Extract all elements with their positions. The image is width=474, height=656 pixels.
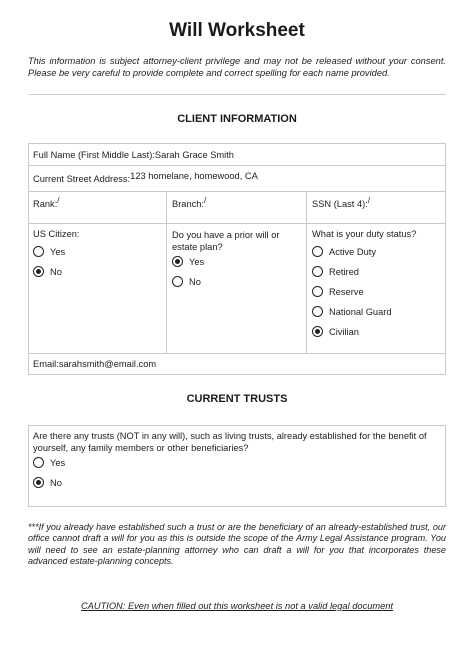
option-label: No [50,266,62,277]
option-label: Reserve [329,286,364,297]
option-label: Yes [189,256,205,267]
full-name-field[interactable] [33,150,234,160]
email-label: Email: [33,359,59,369]
us-citizen-yes-option[interactable] [33,246,65,257]
trusts-question-line1: Are there any trusts (NOT in any will), such as living trusts, already established for the benefit of [33,431,427,441]
option-label: Civilian [329,326,359,337]
duty-retired-option[interactable] [312,266,359,277]
divider [166,191,167,353]
divider [306,191,307,353]
prior-will-label-line1: Do you have a prior will or [172,230,280,240]
duty-status-label: What is your duty status? [312,229,417,239]
full-name-label: Full Name (First Middle Last): [33,150,155,160]
address-field[interactable] [33,171,258,184]
option-label: National Guard [329,306,392,317]
option-label: Active Duty [329,246,377,257]
duty-civilian-option[interactable] [312,326,359,337]
option-label: Yes [50,246,66,257]
radio-button[interactable] [172,276,183,287]
radio-button-selected[interactable] [312,326,323,337]
radio-button-selected[interactable] [33,266,44,277]
trusts-note: ***If you already have established such a trust or are the beneficiary of an already-established trust, our office cannot draft a will for you as this is outside the scope of the Army Legal Assistance program. You will need to see an estate-planning attorney who can draft a will for you that incorporates these advanced estate-planning concepts. [28,522,446,566]
divider [28,353,446,354]
email-field[interactable] [33,359,156,369]
email-value: sarahsmith@email.com [58,359,157,369]
radio-dot [36,480,41,485]
divider [28,165,446,166]
prior-will-label [172,229,279,253]
ssn-field[interactable] [312,196,371,209]
radio-dot [175,259,180,264]
branch-field[interactable] [172,196,207,209]
divider [28,191,446,192]
address-value: 123 homelane, homewood, CA [130,171,258,181]
duty-reserve-option[interactable] [312,286,364,297]
radio-dot [315,329,320,334]
duty-active-option[interactable] [312,246,376,257]
trusts-question-line2: yourself, any family members or other beneficiaries? [33,442,249,453]
current-trusts-heading: CURRENT TRUSTS [186,393,288,405]
radio-dot [36,269,41,274]
trusts-no-option[interactable] [33,477,62,488]
page-title: Will Worksheet [169,20,305,41]
radio-button[interactable] [312,306,323,317]
trusts-yes-option[interactable] [33,457,65,468]
branch-label: Branch: [172,199,205,209]
option-label: No [189,276,201,287]
intro-text: This information is subject attorney-client privilege and may not be released without your consent. Please be very careful to provide complete and correct spelling for each name provided. [28,56,446,78]
radio-button[interactable] [33,457,44,468]
client-information-heading: CLIENT INFORMATION [177,113,297,125]
radio-button-selected[interactable] [33,477,44,488]
rank-value: / [57,196,60,205]
trusts-question [33,431,443,454]
prior-will-no-option[interactable] [172,276,201,287]
address-label: Current Street Address: [33,174,131,184]
radio-button[interactable] [312,286,323,297]
radio-button[interactable] [312,266,323,277]
branch-value: / [204,196,207,205]
rank-label: Rank: [33,199,58,209]
option-label: Retired [329,266,359,277]
rank-field[interactable] [33,196,60,209]
divider [28,94,446,95]
radio-button[interactable] [33,246,44,257]
prior-will-yes-option[interactable] [172,256,204,267]
us-citizen-no-option[interactable] [33,266,62,277]
ssn-value: / [367,196,371,205]
full-name-value: Sarah Grace Smith [154,150,234,160]
caution-text: CAUTION: Even when filled out this worksheet is not a valid legal document [80,601,394,611]
us-citizen-label: US Citizen: [33,229,80,239]
radio-button[interactable] [312,246,323,257]
prior-will-label-line2: estate plan? [172,242,223,252]
divider [28,223,446,224]
duty-national-guard-option[interactable] [312,306,392,317]
option-label: No [50,477,62,488]
ssn-label: SSN (Last 4): [312,199,368,209]
option-label: Yes [50,457,66,468]
radio-button-selected[interactable] [172,256,183,267]
